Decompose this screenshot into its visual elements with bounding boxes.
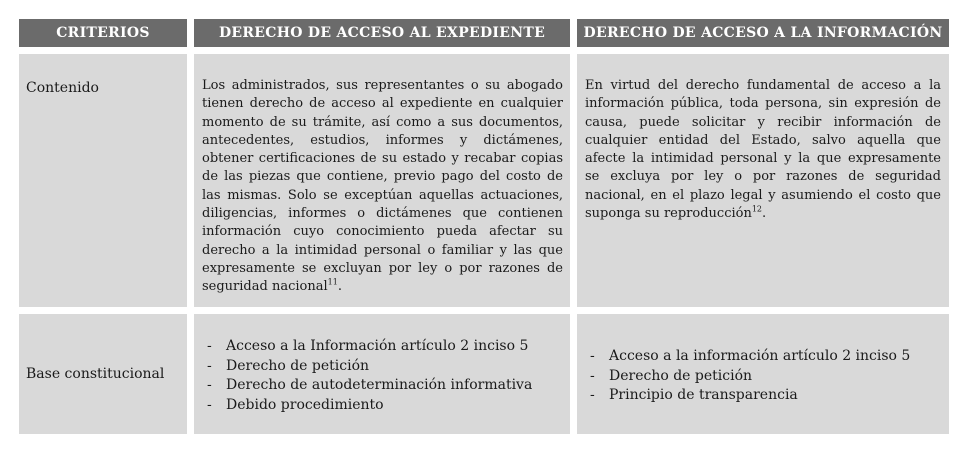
list-item: - Principio de transparencia <box>585 386 941 406</box>
row-contenido-label-cell <box>19 54 187 307</box>
row-base-expediente-cell <box>194 314 570 434</box>
list-item: - Derecho de petición <box>202 357 562 377</box>
row-base-label-cell <box>19 314 187 434</box>
informacion-content-text: En virtud del derecho fundamental de acceso a la información pública, toda persona, sin expresión de causa, puede solicitar y recibir información de cualquier entidad del Estado, salvo aquella que afecte la intimidad personal y la que expresamente se excluya por ley o por razones de seguridad nacional, en el plazo legal y asumiendo el costo que suponga su reproducción$^{12}$. <box>585 78 941 222</box>
row-contenido-informacion-cell <box>577 54 949 307</box>
list-item: - Acceso a la Información artículo 2 inciso 5 <box>202 337 562 357</box>
expediente-content-text: Los administrados, sus representantes o su abogado tienen derecho de acceso al expediente en cualquier momento de su trámite, así como a sus documentos, antecedentes, estudios, informes y dictámenes, obtener certificaciones de su estado y recabar copias de las piezas que contiene, previo pago del costo de las mismas. Solo se exceptúan aquellas actuaciones, diligencias, informes o dictámenes que contienen información cuyo conocimiento pueda afectar su derecho a la intimidad personal o familiar y las que expresamente se excluyan por ley o por razones de seguridad nacional$^{11}$. <box>202 78 563 295</box>
row-contenido-expediente-cell <box>194 54 570 307</box>
footnote-ref-12: 12 <box>751 204 763 214</box>
expediente-base-list <box>202 337 562 415</box>
row-base-label: Base constitucional <box>26 366 165 382</box>
row-base-informacion-cell <box>577 314 949 434</box>
list-item: - Debido procedimiento <box>202 396 562 416</box>
list-item: - Acceso a la información artículo 2 inciso 5 <box>585 347 941 367</box>
header-expediente <box>194 19 570 47</box>
header-criterios-label: CRITERIOS <box>56 25 150 41</box>
footnote-ref-11: 11 <box>327 277 338 287</box>
header-expediente-label: DERECHO DE ACCESO AL EXPEDIENTE <box>218 25 546 41</box>
header-informacion <box>577 19 949 47</box>
header-informacion-label: DERECHO DE ACCESO A LA INFORMACIÓN <box>583 25 943 41</box>
list-item: - Derecho de autodeterminación informativa <box>202 376 562 396</box>
row-contenido-label: Contenido <box>26 80 99 96</box>
informacion-base-list <box>585 347 941 406</box>
list-item: - Derecho de petición <box>585 367 941 387</box>
header-criterios <box>19 19 187 47</box>
